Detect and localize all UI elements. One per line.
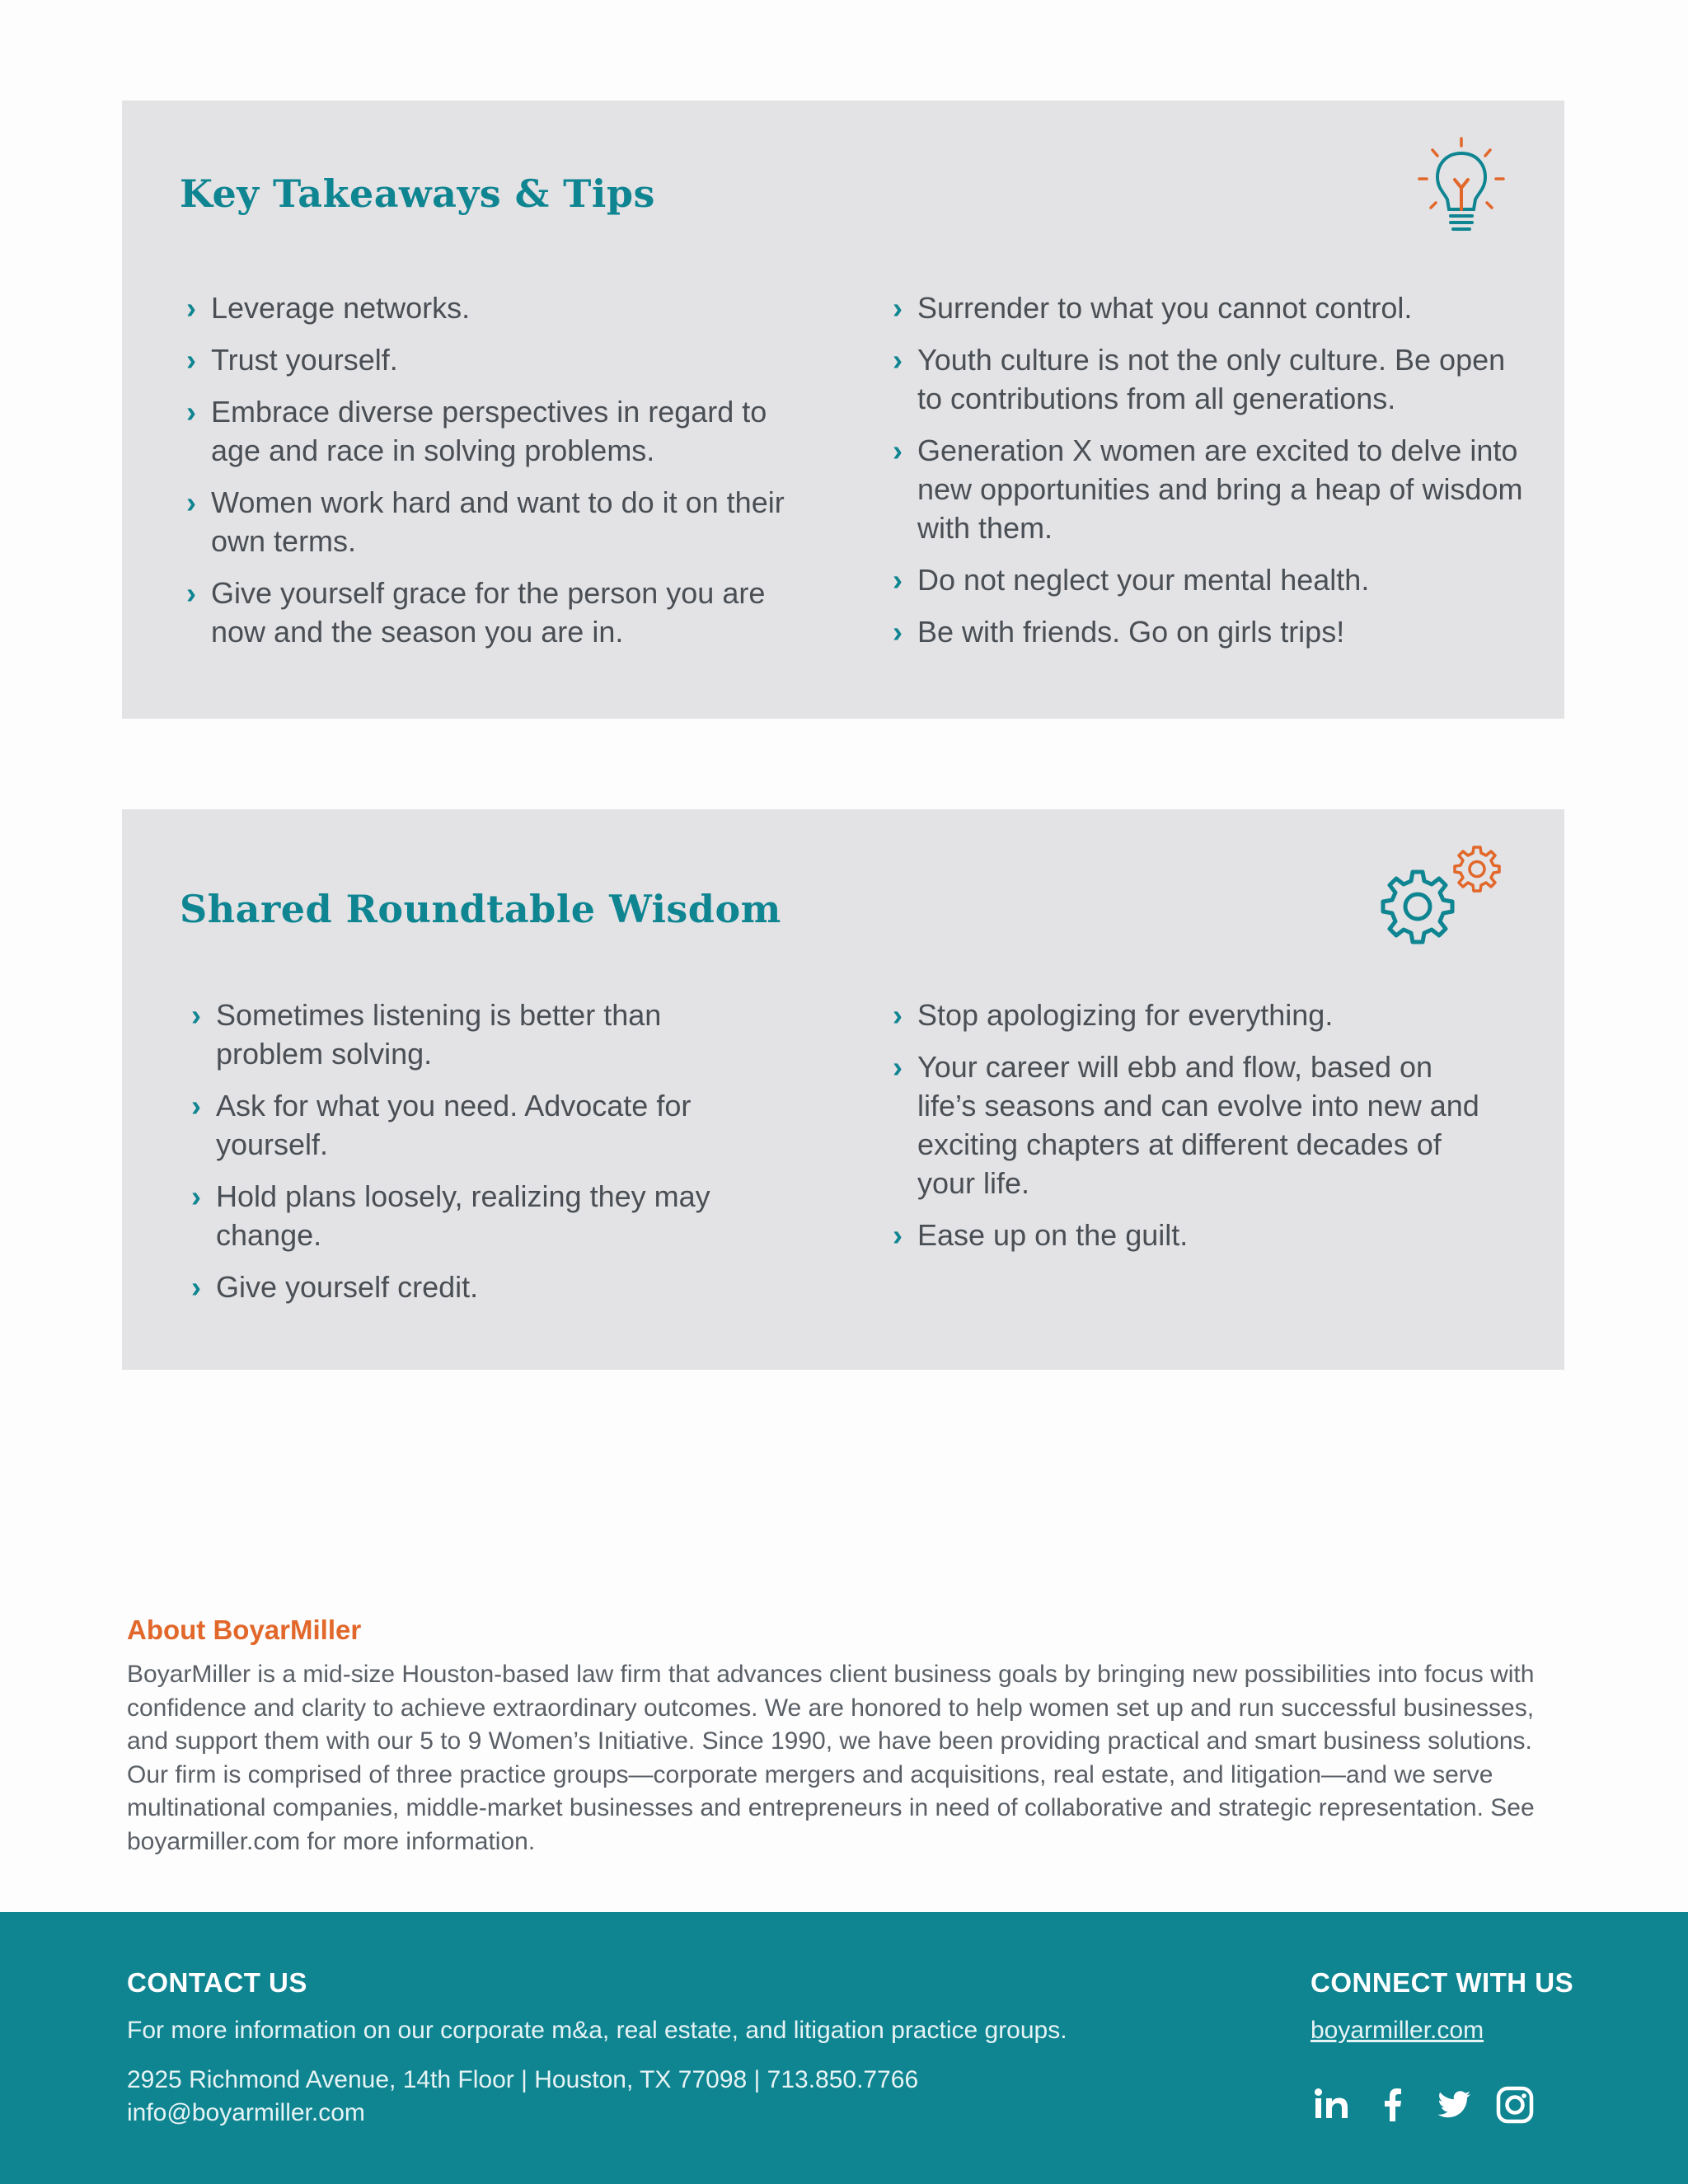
chevron-right-icon: › xyxy=(893,1218,903,1252)
chevron-right-icon: › xyxy=(893,1050,903,1084)
list-item: › Hold plans loosely, realizing they may change. xyxy=(193,1177,737,1254)
facebook-icon[interactable] xyxy=(1372,2083,1414,2126)
about-body: BoyarMiller is a mid-size Houston-based law firm that advances client business goals by bringing new possibilities into focus with confidence and clarity to achieve extraordinary outcomes. We are honored to help women set up and run successful businesses, and support them with our 5 to 9 Women’s Initiative. Since 1990, we have been providing practical and smart business solutions. Our firm is comprised of three practice groups—corporate mergers and acquisitions, real estate, and litigation—and we serve multinational companies, middle-market businesses and entrepreneurs in need of collaborative and strategic representation. See boyarmiller.com for more information. xyxy=(127,1661,1535,1855)
instagram-icon[interactable] xyxy=(1493,2083,1536,2126)
list-item: › Stop apologizing for everything. xyxy=(894,996,1496,1034)
chevron-right-icon: › xyxy=(893,434,903,467)
website-link[interactable]: boyarmiller.com xyxy=(1311,2017,1484,2044)
chevron-right-icon: › xyxy=(191,1270,201,1304)
gears-icon xyxy=(1375,842,1507,949)
contact-heading: CONTACT US xyxy=(127,1967,307,1998)
key-takeaways-title: Key Takeaways & Tips xyxy=(180,171,655,216)
contact-address-block xyxy=(127,2064,918,2130)
chevron-right-icon: › xyxy=(893,343,903,377)
list-item: › Be with friends. Go on girls trips! xyxy=(894,612,1537,651)
list-item: › Sometimes listening is better than problem solving. xyxy=(193,996,737,1073)
key-takeaways-card xyxy=(122,101,1564,719)
chevron-right-icon: › xyxy=(191,1089,201,1122)
chevron-right-icon: › xyxy=(191,1179,201,1213)
takeaways-left-list xyxy=(188,288,798,664)
about-heading: About BoyarMiller xyxy=(127,1615,362,1645)
roundtable-wisdom-title: Shared Roundtable Wisdom xyxy=(180,887,781,931)
lightbulb-icon xyxy=(1408,134,1515,241)
chevron-right-icon: › xyxy=(186,291,196,325)
list-item: › Do not neglect your mental health. xyxy=(894,560,1537,599)
list-item: › Ask for what you need. Advocate for yourself. xyxy=(193,1086,737,1164)
chevron-right-icon: › xyxy=(186,576,196,610)
list-item: › Your career will ebb and flow, based on life’s seasons and can evolve into new and exciting chapters at different decades of your life. xyxy=(894,1047,1496,1202)
list-item: › Ease up on the guilt. xyxy=(894,1216,1496,1254)
chevron-right-icon: › xyxy=(186,395,196,429)
wisdom-left-list xyxy=(193,996,737,1319)
chevron-right-icon: › xyxy=(186,343,196,377)
contact-address: 2925 Richmond Avenue, 14th Floor | Houston, TX 77098 | 713.850.7766 xyxy=(127,2066,919,2093)
list-item: › Surrender to what you cannot control. xyxy=(894,288,1537,327)
chevron-right-icon: › xyxy=(893,998,903,1032)
contact-email[interactable]: info@boyarmiller.com xyxy=(127,2099,365,2126)
list-item: › Give yourself credit. xyxy=(193,1268,737,1306)
chevron-right-icon: › xyxy=(893,615,903,649)
roundtable-wisdom-card xyxy=(122,809,1564,1370)
twitter-icon[interactable] xyxy=(1432,2083,1475,2126)
list-item: › Trust yourself. xyxy=(188,340,798,379)
contact-description: For more information on our corporate m&a, real estate, and litigation practice groups. xyxy=(127,2017,1067,2044)
chevron-right-icon: › xyxy=(186,485,196,519)
list-item: › Generation X women are excited to delve into new opportunities and bring a heap of wisdom with them. xyxy=(894,431,1537,547)
list-item: › Youth culture is not the only culture. Be open to contributions from all generations. xyxy=(894,340,1537,418)
chevron-right-icon: › xyxy=(893,291,903,325)
list-item: › Leverage networks. xyxy=(188,288,798,327)
social-icons xyxy=(1311,2083,1536,2126)
footer xyxy=(0,1912,1688,2184)
chevron-right-icon: › xyxy=(191,998,201,1032)
takeaways-right-list xyxy=(894,288,1537,664)
list-item: › Give yourself grace for the person you are now and the season you are in. xyxy=(188,574,798,651)
list-item: › Women work hard and want to do it on their own terms. xyxy=(188,483,798,560)
list-item: › Embrace diverse perspectives in regard to age and race in solving problems. xyxy=(188,392,798,470)
wisdom-right-list xyxy=(894,996,1496,1268)
connect-heading: CONNECT WITH US xyxy=(1311,1967,1574,1998)
about-section xyxy=(127,1614,1578,1858)
linkedin-icon[interactable] xyxy=(1311,2083,1353,2126)
chevron-right-icon: › xyxy=(893,563,903,597)
